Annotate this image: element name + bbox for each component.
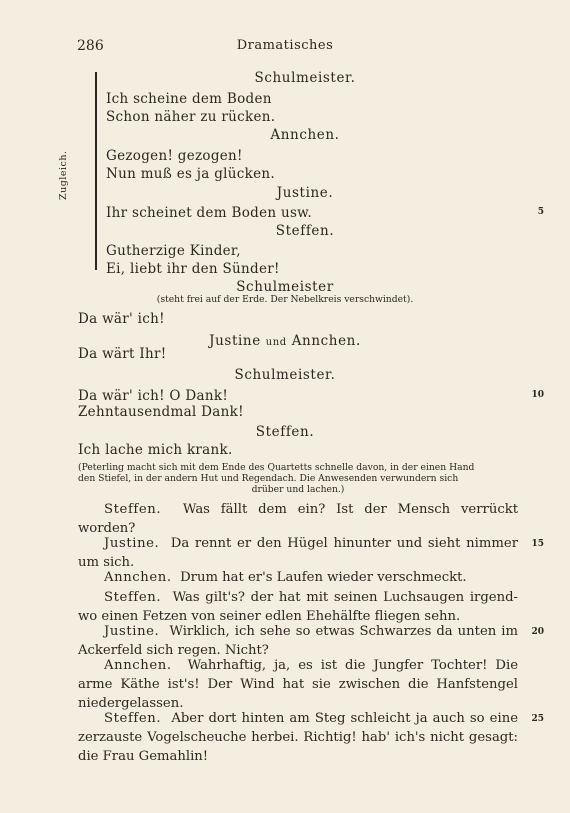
dialogue-text: Drum hat er's Laufen wieder verschmeckt. — [180, 570, 467, 585]
speaker-name: Justine. — [104, 624, 160, 639]
speaker-name: Justine. — [104, 536, 160, 551]
speaker-name: Steffen. — [104, 502, 162, 517]
dialogue-paragraph — [78, 656, 518, 713]
speaker-heading: Steffen. — [255, 424, 315, 440]
dialogue-paragraph — [78, 709, 518, 766]
speaker-heading: Steffen. — [275, 223, 335, 239]
verse-line: Ei, liebt ihr den Sünder! — [106, 261, 280, 277]
simultaneous-bracket — [95, 72, 97, 270]
stage-direction: (steht frei auf der Erde. Der Nebelkreis verschwindet). — [156, 294, 414, 305]
speaker-name: Steffen. — [104, 711, 162, 726]
speaker-heading: Schulmeister — [236, 279, 334, 295]
dialogue-text: Was gilt's? der hat mit seinen Luchsaugen irgend- wo einen Fetzen von seiner edlen Ehehälfte fliegen sehn. — [78, 590, 518, 624]
dialogue-paragraph — [78, 588, 518, 626]
running-head: Dramatisches — [236, 38, 334, 53]
verse-line: Zehntausendmal Dank! — [78, 404, 244, 420]
dialogue-paragraph — [78, 500, 518, 538]
speaker-heading: Schulmeister. — [254, 70, 356, 86]
dialogue-text: Da rennt er den Hügel hinunter und sieht nimmer um sich. — [78, 536, 519, 570]
speaker-name: Annchen. — [104, 570, 172, 585]
verse-line: Da wärt Ihr! — [78, 346, 167, 362]
line-number: 10 — [531, 390, 544, 400]
verse-line: Gezogen! gezogen! — [106, 148, 243, 164]
speaker-heading: Schulmeister. — [234, 367, 336, 383]
verse-line: Ich lache mich krank. — [78, 442, 233, 458]
speaker-heading: Annchen. — [270, 127, 340, 143]
dialogue-text: Was fällt dem ein? Ist der Mensch verrückt worden? — [78, 502, 518, 536]
speaker-heading: Justine. — [276, 185, 334, 201]
verse-line: Nun muß es ja glücken. — [106, 166, 276, 182]
stage-direction-line: (Peterling macht sich mit dem Ende des Quartetts schnelle davon, in der einen Hand — [78, 462, 475, 473]
side-label: Zugleich. — [58, 150, 69, 200]
verse-line: Schon näher zu rücken. — [106, 109, 276, 125]
dialogue-text: Aber dort hinten am Steg schleicht ja auch so eine zerzauste Vogelscheuche herbei. Richtig! hab' ich's nicht gesagt: die Frau Gemahlin! — [78, 711, 519, 764]
page-number: 286 — [77, 38, 104, 54]
verse-line: Da wär' ich! O Dank! — [78, 388, 229, 404]
dialogue-paragraph — [78, 534, 518, 572]
stage-direction-line: den Stiefel, in der andern Hut und Regendach. Die Anwesenden verwundern sich — [78, 473, 459, 484]
line-number: 15 — [531, 539, 544, 549]
stage-direction-line: drüber und lachen.) — [251, 484, 345, 495]
speaker-name: Steffen. — [104, 590, 162, 605]
dialogue-paragraph — [78, 622, 518, 660]
dialogue-text: Wahrhaftig, ja, es ist die Jungfer Tochter! Die arme Käthe ist's! Der Wind hat sie zwischen die Hanfstengel niedergelassen. — [78, 658, 519, 711]
stage-direction — [78, 462, 518, 495]
speaker-name: Justine — [209, 333, 261, 349]
line-number: 25 — [531, 714, 544, 724]
conjunction: und — [265, 337, 287, 348]
speaker-name: Annchen. — [291, 333, 361, 349]
dialogue-paragraph — [78, 568, 518, 587]
line-number: 5 — [537, 207, 544, 217]
verse-line: Gutherzige Kinder, — [106, 243, 241, 259]
verse-line: Da wär' ich! — [78, 311, 165, 327]
speaker-name: Annchen. — [104, 658, 172, 673]
dialogue-text: Wirklich, ich sehe so etwas Schwarzes da unten im Ackerfeld sich regen. Nicht? — [78, 624, 518, 658]
verse-line: Ich scheine dem Boden — [106, 91, 272, 107]
line-number: 20 — [531, 627, 544, 637]
verse-line: Ihr scheinet dem Boden usw. — [106, 205, 313, 221]
